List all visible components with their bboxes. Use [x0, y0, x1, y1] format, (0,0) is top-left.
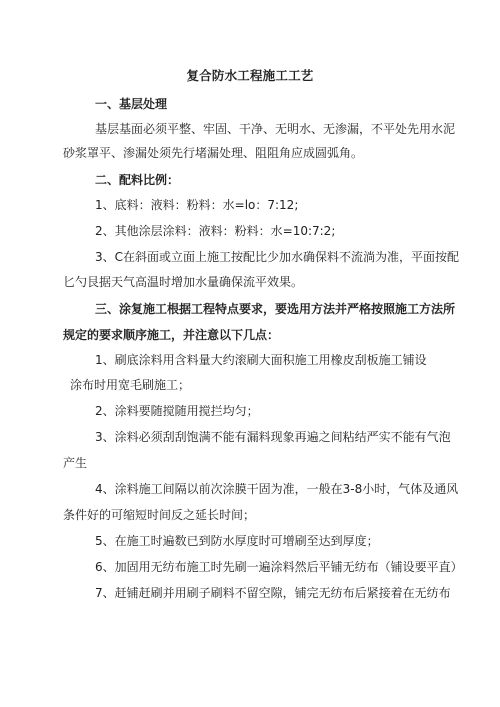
list-item: 6、加固用无纺布施工时先刷一遍涂料然后平铺无纺布（铺设要平直）: [95, 560, 463, 574]
list-item-continuation: 涂布时用宽毛刷施工；: [70, 378, 191, 392]
list-item-continuation: 条件好的可缩短时间反之延长时间；: [63, 508, 256, 522]
list-item: 3、C在斜面或立面上施工按配比少加水确保料不流淌为准，平面按配: [95, 250, 460, 264]
paragraph-line: 砂浆罩平、渗漏处须先行堵漏处理、阻阻角应成圆弧角。: [63, 146, 364, 160]
list-item: 7、赶铺赶刷并用刷子刷料不留空隙，铺完无纺布后紧接着在无纺布: [95, 586, 451, 600]
section-heading-continuation: 规定的要求顺序施工，并注意以下几点：: [63, 328, 280, 342]
list-item: 1、底料：液料：粉料：水=lo：7:12;: [95, 198, 299, 212]
list-item: 1、刷底涂料用含料量大约滚刷大面积施工用橡皮刮板施工铺设: [95, 353, 427, 367]
list-item: 5、在施工时遍数已到防水厚度时可增刷至达到厚度；: [95, 534, 379, 548]
document-title: 复合防水工程施工工艺: [186, 68, 314, 83]
section-heading-coating-construction: 三、涂复施工根据工程特点要求，要选用方法并严格按照施工方法所: [95, 302, 456, 316]
list-item-continuation: 产生: [63, 456, 88, 470]
section-heading-mix-ratio: 二、配料比例：: [95, 173, 180, 187]
list-item: 4、涂料施工间隔以前次涂膜干固为准，一般在3-8小时，气体及通风: [95, 482, 459, 496]
list-item-continuation: 匕勺艮据天气高温时增加水量确保流平效果。: [63, 275, 304, 289]
list-item: 3、涂料必须刮刮饱满不能有漏料现象再遍之间粘结严实不能有气泡: [95, 430, 451, 444]
list-item: 2、涂料要随搅随用搅拦均匀；: [95, 404, 259, 418]
list-item: 2、其他涂层涂料：液料：粉料：水=10:7:2;: [95, 224, 336, 238]
paragraph-line: 基层基面必须平整、牢固、干净、无明水、无渗漏，不平处先用水泥: [95, 122, 456, 136]
section-heading-base-treatment: 一、基层处理: [95, 97, 168, 111]
